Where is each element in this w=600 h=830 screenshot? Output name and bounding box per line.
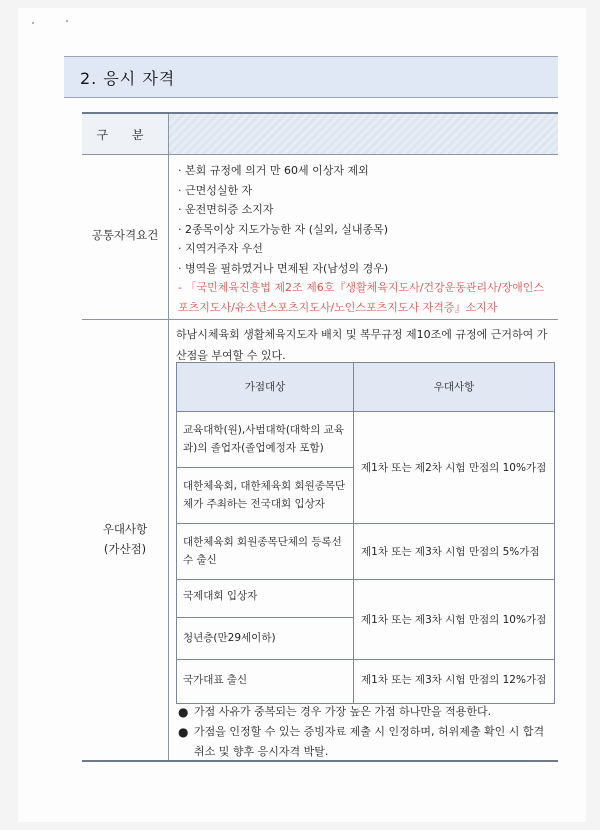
bullet-icon: ● <box>178 705 189 719</box>
certificate-note-line1: - 「국민체육진흥법 제2조 제6호『생활체육지도사/건강운동관리사/장애인스 <box>178 281 545 294</box>
preference-label: 우대사항 (가산점) <box>82 320 169 760</box>
header-hatch <box>169 114 558 154</box>
scan-dot <box>66 20 68 22</box>
note-item: ● 가점을 인정할 수 있는 증빙자료 제출 시 인정하며, 허위제출 확인 시 합격 취소 및 향후 응시자격 박탈. <box>176 722 556 762</box>
benefit-cell: 제1차 또는 제3차 시험 만점의 5%가점 <box>361 546 540 558</box>
list-item: · 병역을 필하였거나 면제된 자(남성의 경우) <box>178 261 389 275</box>
section-header <box>64 56 558 98</box>
table-row: 국가대표 출신 <box>183 674 248 686</box>
note-item: ● 가점 사유가 중복되는 경우 가장 높은 가점 하나만을 적용한다. <box>176 702 556 722</box>
document-page <box>18 8 586 822</box>
bonus-table-header-benefit: 우대사항 <box>354 363 554 411</box>
table-header-row <box>82 112 558 155</box>
common-requirements-row <box>82 153 558 320</box>
bullet-icon: ● <box>178 725 189 739</box>
preference-row <box>82 320 558 762</box>
header-label: 구 분 <box>82 114 169 154</box>
section-title: 2. 응시 자격 <box>80 69 176 88</box>
table-row: 국제대회 입상자 <box>183 590 258 602</box>
list-item: · 본회 규정에 의거 만 60세 이상자 제외 <box>178 164 369 177</box>
table-row: 청년층(만29세이하) <box>183 632 276 644</box>
common-requirements-label: 공통자격요건 <box>82 153 169 319</box>
preference-intro: 하남시체육회 생활체육지도자 배치 및 복무규정 제10조에 규정에 근거하여 가산점을 부여할 수 있다. <box>176 328 548 362</box>
table-row: 교육대학(원),사범대학(대학의 교육과)의 졸업자(졸업예정자 포함) <box>183 424 344 454</box>
list-item: · 운전면허증 소지자 <box>178 203 274 216</box>
list-item: · 2종목이상 지도가능한 자 (실외, 실내종목) <box>178 222 389 236</box>
bonus-table <box>176 362 555 704</box>
requirements-list <box>178 161 544 317</box>
list-item: · 지역거주자 우선 <box>178 242 263 255</box>
certificate-note-line2: 포츠지도사/유소년스포츠지도사/노인스포츠지도사 자격증』소지자 <box>178 300 498 314</box>
benefit-cell: 제1차 또는 제3차 시험 만점의 10%가점 <box>361 614 547 626</box>
preference-notes <box>176 702 556 762</box>
bonus-table-header-target: 가점대상 <box>177 363 353 411</box>
scan-dot <box>32 22 34 24</box>
list-item: · 근면성실한 자 <box>178 183 253 197</box>
table-row: 대한체육회, 대한체육회 회원종목단체가 주최하는 전국대회 입상자 <box>183 480 346 510</box>
benefit-cell: 제1차 또는 제3차 시험 만점의 12%가점 <box>361 674 547 686</box>
table-row: 대한체육회 회원종목단체의 등록선수 출신 <box>183 536 342 566</box>
benefit-cell: 제1차 또는 제2차 시험 만점의 10%가점 <box>361 462 547 474</box>
